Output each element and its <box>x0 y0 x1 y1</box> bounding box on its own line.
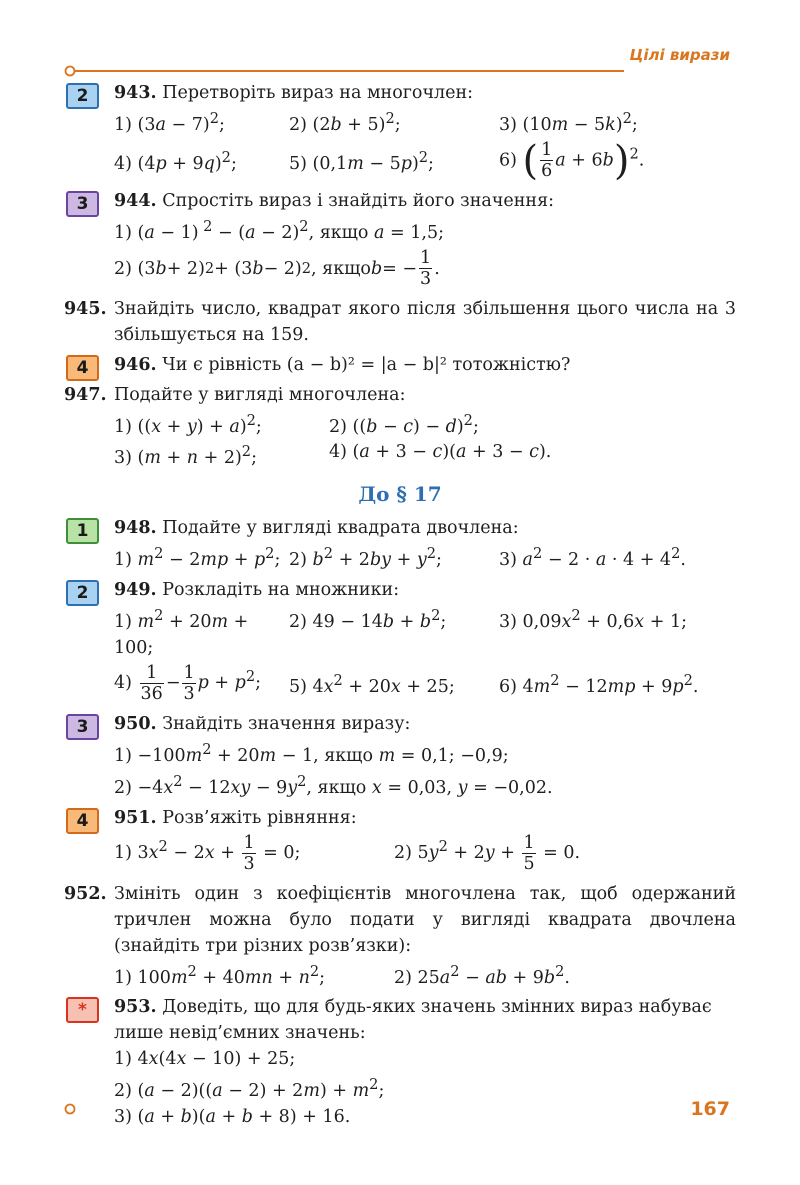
exercise-951: 4 951. Розв’яжіть рівняння: 1) $3x^2 - 2x$ + $\frac{1}{3}$ = 0; 2) $5y^2 + 2y$ + $\frac{1}{5}$ = 0. <box>64 805 736 877</box>
exercise-statement: Подайте у вигляді квадрата двочлена: <box>162 518 519 539</box>
exercise-statement: Чи є рівність (a − b)² = |a − b|² тотожністю? <box>162 354 571 375</box>
exercise-statement: Спростіть вираз і знайдіть його значення: <box>162 190 555 211</box>
exercise-number: 949. <box>114 580 157 601</box>
running-header: Цілі вирази <box>629 46 730 64</box>
exercise-950: 3 950. Знайдіть значення виразу: $1) -100m^2 + 20m - 1$, якщо m = 0,1; −0,9; $2) -4x^2 - 12xy - 9y^2$, якщо x = 0,03, y = −0,02. <box>64 711 736 801</box>
footer-rule <box>64 1102 684 1116</box>
task-row: 1) $(3a - 7)^2$; 2) $(2b + 5)^2$; 3) $(10m - 5k)^2$; <box>114 110 638 135</box>
exercise-946 <box>64 352 736 378</box>
exercise-953: * 953. Доведіть, що для будь-яких значень змінних вираз набуває лише невід’ємних значень: 1) 4x(4x − 10) + 25; 2) $(a - 2)((a - 2) + 2m) + m^2$; 3) (a + b)(a + b + 8) + 16. <box>64 994 736 1130</box>
exercise-statement: Розкладіть на множники: <box>162 580 400 601</box>
exercise-number: 947. <box>64 384 107 405</box>
level-badge: 4 <box>66 808 99 834</box>
level-badge: 4 <box>66 355 99 381</box>
exercise-943 <box>64 80 736 184</box>
exercise-number: 943. <box>114 83 157 103</box>
exercise-number: 950. <box>114 713 157 734</box>
exercise-944: 3 944. Спростіть вираз і знайдіть його значення: 1) (a − 1) $^2 - (a - 2)^2$, якщо a = 1,5; 2) (3 b + 2) 2 + (3 b − 2) 2 , якщо b = − $\frac{1}{3}$ . <box>64 188 736 292</box>
level-badge: 2 <box>66 580 99 606</box>
exercise-number: 946. <box>114 354 157 375</box>
exercise-statement: Подайте у вигляді многочлена: <box>114 384 406 405</box>
exercise-statement: Знайдіть число, квадрат якого після збільшення цього числа на 3 збільшується на 159. <box>114 298 736 345</box>
exercise-945 <box>64 296 736 348</box>
level-badge: 3 <box>66 714 99 740</box>
level-badge: * <box>66 997 99 1023</box>
section-heading: До § 17 <box>358 482 442 507</box>
exercise-number: 953. <box>114 997 157 1018</box>
exercise-statement: Знайдіть значення виразу: <box>162 713 411 734</box>
exercise-947: 947. Подайте у вигляді многочлена: 1) $((x + y) + a)^2$; 2) $((b - c) - d)^2$; 3) $(m + n + 2)^2$; 4) (a + 3 − c)(a + 3 − c). <box>64 382 736 472</box>
exercise-statement: Змініть один з коефіцієнтів многочлена так, щоб одержаний тричлен можна було подати у вигляді квадрата двочлена (знайдіть три різних розв’язки): <box>114 883 736 956</box>
exercise-statement: Перетворіть вираз на многочлен: <box>162 83 474 103</box>
exercise-number: 944. <box>114 190 157 211</box>
exercise-948: 1 948. Подайте у вигляді квадрата двочлена: 1) $m^2 - 2mp + p^2$; 2) $b^2 + 2by + y^2$; 3) $a^2 - 2 \cdot a \cdot 4 + 4^2$. <box>64 515 736 573</box>
level-badge: 1 <box>66 518 99 544</box>
level-badge: 2 <box>66 83 99 109</box>
exercise-952: 952. Змініть один з коефіцієнтів многочлена так, щоб одержаний тричлен можна було подати у вигляді квадрата двочлена (знайдіть три різних розв’язки): 1) $100m^2 + 40mn + n^2$; 2) $25a^2$ − ab + $9b^2$. <box>64 881 736 991</box>
exercise-statement: Доведіть, що для будь-яких значень змінних вираз набуває лише невід’ємних значень: <box>114 997 712 1044</box>
page-number: 167 <box>690 1098 730 1120</box>
exercise-number: 952. <box>64 883 107 904</box>
exercise-number: 951. <box>114 807 157 828</box>
header-rule <box>64 64 732 78</box>
level-badge: 3 <box>66 191 99 217</box>
exercise-number: 948. <box>114 518 157 539</box>
task-row: 4) $(4p + 9q)^2$; 5) $(0,1m - 5p)^2$; 6) ( $\frac{1}{6}$ a + 6b)$^2$. <box>114 137 645 184</box>
exercise-number: 945. <box>64 298 107 319</box>
exercise-949: 2 949. Розкладіть на множники: 1) $m^2 + 20m + 100$; 2) $49 - 14b + b^2$; 3) $0,09x^2 + 0,6x + 1$; 4) $\frac{1}{36}$ − $\frac{1}{3}$ $p + p^2$; 5) $4x^2 + 20x + 25$; 6) $4m^2 - 12mp + 9p^2$. <box>64 577 736 707</box>
exercise-statement: Розв’яжіть рівняння: <box>162 807 357 828</box>
exercise-list <box>64 80 736 1134</box>
